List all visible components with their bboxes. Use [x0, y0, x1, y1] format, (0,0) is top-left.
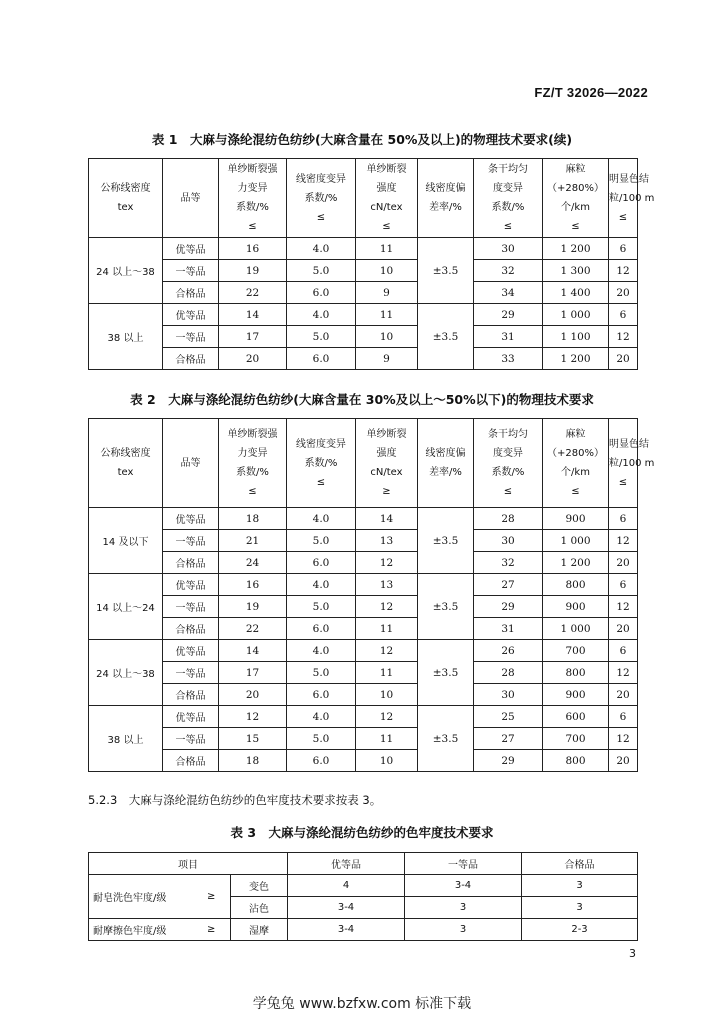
- grade-cell: 一等品: [163, 326, 219, 348]
- table-cell: 900: [543, 596, 609, 618]
- header-line: 条干均匀: [488, 164, 528, 175]
- table-cell: 10: [356, 750, 418, 772]
- table-cell: 10: [356, 260, 418, 282]
- table-cell: 4.0: [287, 574, 356, 596]
- table-cell: 27: [474, 728, 543, 750]
- table3: [88, 852, 638, 941]
- table1-caption: 表 1 大麻与涤纶混纺色纺纱(大麻含量在 50%及以上)的物理技术要求(续): [151, 132, 573, 147]
- table-row: [89, 618, 638, 640]
- table-cell: 11: [356, 238, 418, 260]
- table-cell: 12: [609, 326, 638, 348]
- table-cell: 12: [609, 596, 638, 618]
- header-line: ≤: [503, 486, 513, 497]
- header-line: tex: [117, 467, 134, 478]
- section-5-2-3-text: 5.2.3 大麻与涤纶混纺色纺纱的色牢度技术要求按表 3。: [88, 793, 382, 807]
- table-cell: 3-4: [405, 875, 522, 897]
- table-cell: 31: [474, 618, 543, 640]
- table-cell: 12: [609, 728, 638, 750]
- density-range-cell: 38 以上: [89, 706, 163, 772]
- gte-symbol: ≥: [193, 919, 231, 941]
- table-cell: 18: [219, 508, 287, 530]
- table-cell: 6: [609, 304, 638, 326]
- table-row: [89, 919, 638, 941]
- table-cell: 6.0: [287, 750, 356, 772]
- table-cell: 4: [288, 875, 405, 897]
- table-cell: 700: [543, 728, 609, 750]
- table-row: [89, 750, 638, 772]
- table-cell: 6.0: [287, 282, 356, 304]
- table3-header-grade: 优等品: [288, 853, 405, 875]
- column-header: [609, 159, 655, 238]
- header-line: ≤: [316, 476, 326, 488]
- header-line: 单纱断裂强: [227, 429, 278, 440]
- table-row: [89, 326, 638, 348]
- header-line: 公称线密度: [100, 448, 151, 459]
- table-cell: 20: [609, 618, 638, 640]
- table3-header-grade: 一等品: [405, 853, 522, 875]
- grade-cell: 一等品: [163, 530, 219, 552]
- table-cell: 4.0: [287, 640, 356, 662]
- column-header: [287, 159, 356, 238]
- header-line: 线密度偏: [425, 448, 466, 459]
- header-line: 单纱断裂: [366, 429, 407, 440]
- deviation-cell: ±3.5: [418, 238, 474, 304]
- table-cell: 19: [219, 596, 287, 618]
- table-row: [89, 728, 638, 750]
- header-line: 公称线密度: [100, 183, 151, 194]
- header-line: （+280%）: [547, 183, 604, 194]
- table-cell: 4.0: [287, 238, 356, 260]
- table-cell: 20: [609, 282, 638, 304]
- table-row: [89, 304, 638, 326]
- table-cell: 17: [219, 326, 287, 348]
- table2: [88, 418, 655, 772]
- table-cell: 5.0: [287, 596, 356, 618]
- header-line: 强度: [376, 183, 397, 194]
- table-cell: 800: [543, 750, 609, 772]
- column-header: [356, 419, 418, 508]
- table-cell: 31: [474, 326, 543, 348]
- table-cell: 1 000: [543, 618, 609, 640]
- grade-cell: 合格品: [163, 552, 219, 574]
- header-line: 差率/%: [429, 202, 462, 213]
- table-cell: 24: [219, 552, 287, 574]
- header-line: ≤: [316, 211, 326, 223]
- column-header: [163, 159, 219, 238]
- table-cell: 3: [522, 875, 638, 897]
- grade-cell: 合格品: [163, 348, 219, 370]
- table-row: [89, 260, 638, 282]
- page-number: 3: [629, 947, 636, 960]
- grade-cell: 优等品: [163, 238, 219, 260]
- table-cell: 700: [543, 640, 609, 662]
- table-cell: 4.0: [287, 304, 356, 326]
- table-cell: 22: [219, 282, 287, 304]
- table-cell: 19: [219, 260, 287, 282]
- header-line: cN/tex: [370, 202, 403, 213]
- header-line: 品等: [180, 192, 201, 204]
- table-row: [89, 706, 638, 728]
- header-line: 线密度变异: [296, 173, 346, 185]
- table-cell: 13: [356, 574, 418, 596]
- table-cell: 3-4: [288, 897, 405, 919]
- table-cell: 6: [609, 706, 638, 728]
- grade-cell: 优等品: [163, 304, 219, 326]
- table-cell: 1 000: [543, 304, 609, 326]
- table-cell: 900: [543, 684, 609, 706]
- density-range-cell: 24 以上～38: [89, 238, 163, 304]
- column-header: [89, 419, 163, 508]
- wash-sub-label: 变色: [231, 875, 288, 897]
- grade-cell: 优等品: [163, 574, 219, 596]
- table-cell: 15: [219, 728, 287, 750]
- grade-cell: 合格品: [163, 282, 219, 304]
- header-line: 单纱断裂强: [227, 164, 278, 175]
- header-line: 系数/%: [491, 467, 525, 478]
- table-cell: 5.0: [287, 530, 356, 552]
- header-line: 系数/%: [304, 192, 338, 204]
- table-cell: 6: [609, 508, 638, 530]
- table-cell: 26: [474, 640, 543, 662]
- table-cell: 10: [356, 326, 418, 348]
- table-cell: 9: [356, 348, 418, 370]
- table-cell: 6: [609, 238, 638, 260]
- grade-cell: 优等品: [163, 706, 219, 728]
- header-line: ≤: [382, 221, 391, 232]
- table3-header-item: 项目: [89, 853, 288, 875]
- column-header: [219, 419, 287, 508]
- table-cell: 12: [609, 530, 638, 552]
- deviation-cell: ±3.5: [418, 706, 474, 772]
- table-cell: 11: [356, 304, 418, 326]
- table-cell: 5.0: [287, 728, 356, 750]
- column-header: [219, 159, 287, 238]
- grade-cell: 合格品: [163, 684, 219, 706]
- table-cell: 9: [356, 282, 418, 304]
- table2-caption: 表 2 大麻与涤纶混纺色纺纱(大麻含量在 30%及以上～50%以下)的物理技术要求: [130, 392, 594, 407]
- table-cell: 32: [474, 552, 543, 574]
- table-cell: 3: [522, 897, 638, 919]
- table-cell: 28: [474, 662, 543, 684]
- grade-cell: 一等品: [163, 728, 219, 750]
- table-cell: 10: [356, 684, 418, 706]
- header-line: 差率/%: [429, 467, 462, 478]
- table-cell: 3-4: [288, 919, 405, 941]
- header-line: 线密度偏: [425, 183, 466, 194]
- table-cell: 3: [405, 919, 522, 941]
- header-line: ≤: [618, 476, 628, 488]
- table-cell: 5.0: [287, 326, 356, 348]
- table-cell: 800: [543, 574, 609, 596]
- table-cell: 12: [356, 596, 418, 618]
- table-row: [89, 282, 638, 304]
- table-row: [89, 684, 638, 706]
- header-line: 明显色结: [609, 173, 649, 185]
- table-cell: 32: [474, 260, 543, 282]
- density-range-cell: 38 以上: [89, 304, 163, 370]
- header-line: 力变异: [237, 448, 268, 459]
- header-line: ≤: [571, 486, 580, 497]
- table-row: [89, 508, 638, 530]
- grade-cell: 合格品: [163, 618, 219, 640]
- header-line: ≤: [248, 221, 257, 232]
- deviation-cell: ±3.5: [418, 508, 474, 574]
- grade-cell: 一等品: [163, 662, 219, 684]
- header-line: tex: [117, 202, 134, 213]
- header-line: cN/tex: [370, 467, 403, 478]
- header-line: 力变异: [237, 183, 268, 194]
- table-row: [89, 662, 638, 684]
- table-cell: 11: [356, 662, 418, 684]
- wash-fastness-label: 耐皂洗色牢度/级: [89, 875, 193, 919]
- column-header: [543, 159, 609, 238]
- header-line: 系数/%: [236, 202, 269, 213]
- header-line: ≤: [571, 221, 580, 232]
- header-line: ≤: [248, 486, 257, 497]
- header-line: 粒/100 m: [609, 192, 655, 204]
- table-cell: 1 200: [543, 348, 609, 370]
- table-cell: 5.0: [287, 260, 356, 282]
- table-cell: 5.0: [287, 662, 356, 684]
- header-line: 粒/100 m: [609, 457, 655, 469]
- table-cell: 6.0: [287, 348, 356, 370]
- grade-cell: 一等品: [163, 596, 219, 618]
- table-cell: 11: [356, 618, 418, 640]
- table-cell: 13: [356, 530, 418, 552]
- table-cell: 20: [609, 552, 638, 574]
- footer-watermark: 学兔兔 www.bzfxw.com 标准下载: [252, 996, 472, 1012]
- t1-header-row: [89, 159, 638, 238]
- table-cell: 800: [543, 662, 609, 684]
- deviation-cell: ±3.5: [418, 574, 474, 640]
- table-cell: 4.0: [287, 508, 356, 530]
- table-cell: 34: [474, 282, 543, 304]
- t2-header-row: [89, 419, 638, 508]
- table-cell: 1 000: [543, 530, 609, 552]
- column-header: [474, 419, 543, 508]
- table-row: [89, 875, 638, 897]
- density-range-cell: 24 以上～38: [89, 640, 163, 706]
- header-line: 强度: [376, 448, 397, 459]
- table-cell: 20: [609, 348, 638, 370]
- table-cell: 27: [474, 574, 543, 596]
- grade-cell: 优等品: [163, 508, 219, 530]
- rub-fastness-label: 耐摩擦色牢度/级: [89, 919, 193, 941]
- table-cell: 14: [219, 640, 287, 662]
- density-range-cell: 14 以上～24: [89, 574, 163, 640]
- table-cell: 1 100: [543, 326, 609, 348]
- column-header: [418, 419, 474, 508]
- grade-cell: 一等品: [163, 260, 219, 282]
- table-cell: 600: [543, 706, 609, 728]
- column-header: [609, 419, 655, 508]
- table-cell: 20: [609, 750, 638, 772]
- density-range-cell: 14 及以下: [89, 508, 163, 574]
- header-line: 明显色结: [609, 438, 649, 450]
- grade-cell: 优等品: [163, 640, 219, 662]
- table-cell: 33: [474, 348, 543, 370]
- table-cell: 12: [356, 640, 418, 662]
- table3-caption: 表 3 大麻与涤纶混纺色纺纱的色牢度技术要求: [230, 825, 494, 840]
- header-line: ≥: [382, 486, 391, 497]
- header-line: 线密度变异: [296, 438, 346, 450]
- column-header: [543, 419, 609, 508]
- table-cell: 1 200: [543, 238, 609, 260]
- table-cell: 30: [474, 238, 543, 260]
- table-cell: 30: [474, 684, 543, 706]
- table-cell: 1 300: [543, 260, 609, 282]
- table-cell: 29: [474, 596, 543, 618]
- gte-symbol: ≥: [193, 875, 231, 919]
- table-cell: 4.0: [287, 706, 356, 728]
- rub-sub-label: 湿摩: [231, 919, 288, 941]
- table-cell: 12: [356, 706, 418, 728]
- table-cell: 21: [219, 530, 287, 552]
- table-cell: 12: [356, 552, 418, 574]
- table-row: [89, 530, 638, 552]
- header-line: 系数/%: [236, 467, 269, 478]
- header-line: ≤: [503, 221, 513, 232]
- table-cell: 16: [219, 238, 287, 260]
- table-cell: 12: [609, 260, 638, 282]
- header-line: 单纱断裂: [366, 164, 407, 175]
- table-cell: 6: [609, 640, 638, 662]
- table-cell: 6.0: [287, 684, 356, 706]
- table-cell: 3: [405, 897, 522, 919]
- table-cell: 6.0: [287, 618, 356, 640]
- wash-sub-label: 沾色: [231, 897, 288, 919]
- table-row: [89, 348, 638, 370]
- header-line: 麻粒: [565, 164, 586, 175]
- table-cell: 17: [219, 662, 287, 684]
- table-cell: 29: [474, 304, 543, 326]
- header-line: 系数/%: [491, 202, 525, 213]
- standard-number: FZ/T 32026—2022: [534, 85, 648, 100]
- header-line: 条干均匀: [488, 429, 528, 440]
- header-line: 品等: [180, 457, 201, 469]
- table-cell: 2-3: [522, 919, 638, 941]
- table-cell: 28: [474, 508, 543, 530]
- header-line: 度变异: [493, 183, 523, 194]
- table-cell: 12: [219, 706, 287, 728]
- column-header: [89, 159, 163, 238]
- header-line: 度变异: [493, 448, 523, 459]
- table-row: [89, 552, 638, 574]
- header-line: 个/km: [561, 202, 590, 213]
- table-cell: 29: [474, 750, 543, 772]
- grade-cell: 合格品: [163, 750, 219, 772]
- table-cell: 30: [474, 530, 543, 552]
- column-header: [356, 159, 418, 238]
- table-row: [89, 574, 638, 596]
- table-cell: 25: [474, 706, 543, 728]
- table1: [88, 158, 655, 370]
- table-cell: 11: [356, 728, 418, 750]
- table-cell: 1 200: [543, 552, 609, 574]
- table-cell: 18: [219, 750, 287, 772]
- table-cell: 20: [219, 348, 287, 370]
- table-cell: 20: [609, 684, 638, 706]
- header-line: 麻粒: [565, 429, 586, 440]
- header-line: 个/km: [561, 467, 590, 478]
- table-cell: 12: [609, 662, 638, 684]
- table-cell: 900: [543, 508, 609, 530]
- table-cell: 6.0: [287, 552, 356, 574]
- deviation-cell: ±3.5: [418, 304, 474, 370]
- column-header: [418, 159, 474, 238]
- table-cell: 22: [219, 618, 287, 640]
- table-row: [89, 238, 638, 260]
- table-row: [89, 640, 638, 662]
- table-cell: 6: [609, 574, 638, 596]
- header-line: 系数/%: [304, 457, 338, 469]
- header-line: ≤: [618, 211, 628, 223]
- table-cell: 20: [219, 684, 287, 706]
- column-header: [287, 419, 356, 508]
- table-cell: 1 400: [543, 282, 609, 304]
- table3-header-grade: 合格品: [522, 853, 638, 875]
- table3-header-row: [89, 853, 638, 875]
- table-row: [89, 596, 638, 618]
- deviation-cell: ±3.5: [418, 640, 474, 706]
- table-cell: 14: [356, 508, 418, 530]
- header-line: （+280%）: [547, 448, 604, 459]
- table-cell: 16: [219, 574, 287, 596]
- table-cell: 14: [219, 304, 287, 326]
- column-header: [163, 419, 219, 508]
- column-header: [474, 159, 543, 238]
